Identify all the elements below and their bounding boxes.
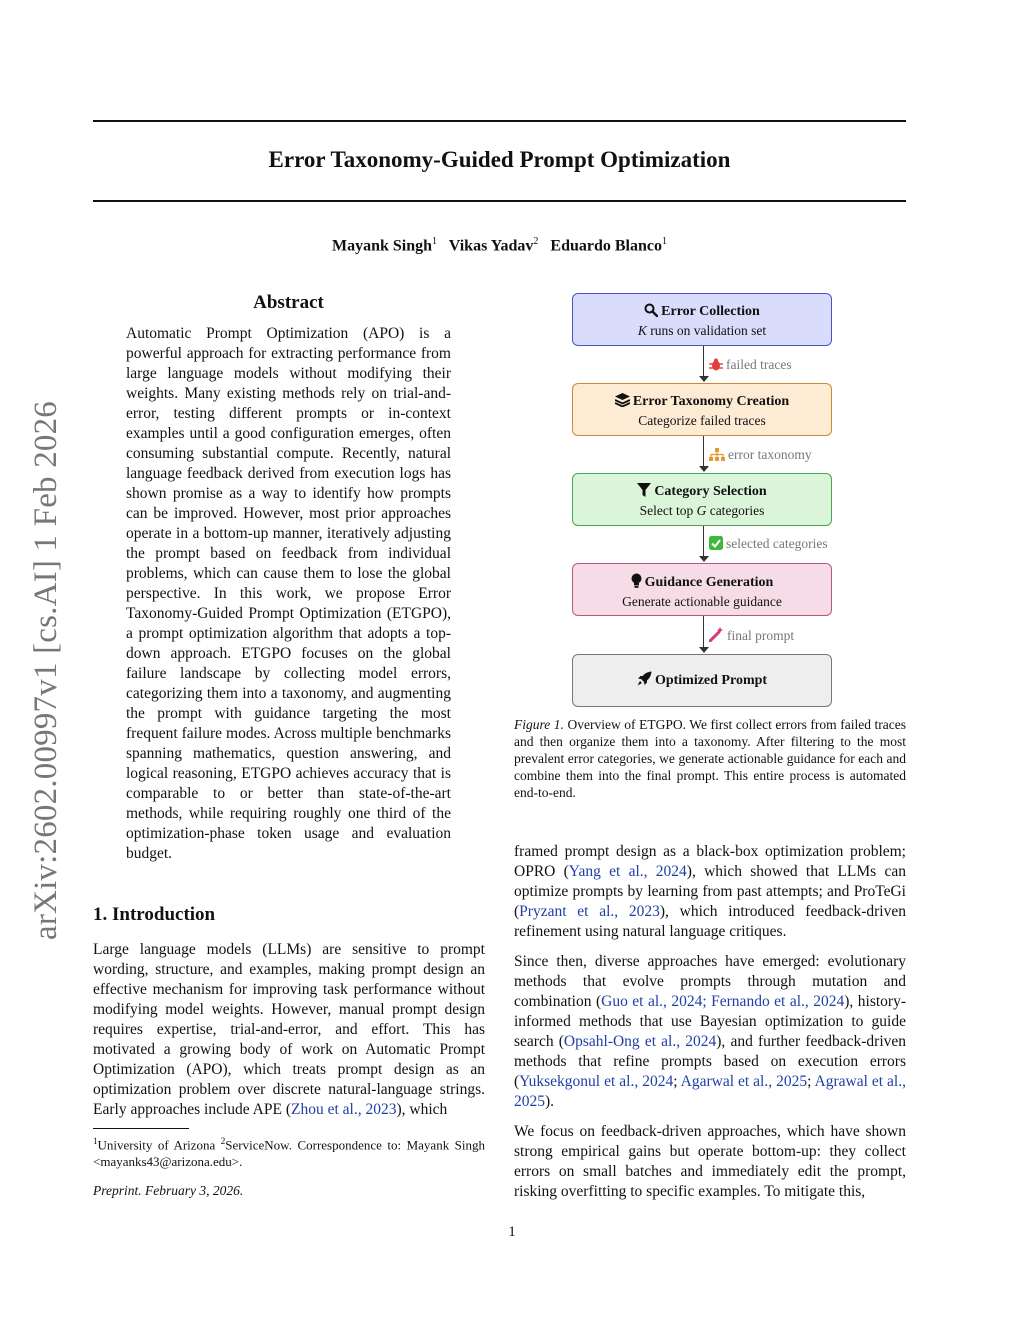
flow-connector: [703, 346, 704, 376]
check-square-icon: [709, 536, 723, 554]
page-number: 1: [508, 1224, 516, 1240]
body-text: ), and further feedback-driven methods that refine prompts based on execution errors (: [514, 1033, 907, 1090]
flow-arrowhead: [699, 556, 709, 562]
citation-link[interactable]: Yuksekgonul et al., 2024: [519, 1073, 674, 1090]
author-name: Eduardo Blanco: [550, 237, 662, 255]
flow-edge-label: [709, 536, 828, 554]
magic-wand-icon: [709, 627, 724, 646]
flow-box-title: Guidance Generation: [644, 575, 774, 590]
caption-label: Figure 1.: [514, 717, 564, 732]
flow-box-error-taxonomy-creation: [572, 383, 832, 436]
correspondence-text: Correspondence to: Mayank Singh <mayanks43@arizona.edu>.: [93, 1137, 486, 1170]
filter-icon: [637, 483, 651, 502]
affiliation-text: University of Arizona: [97, 1137, 216, 1153]
footnote-mark: 1: [93, 1136, 98, 1146]
intro-paragraph-1: [93, 940, 485, 1120]
flow-box-title: Category Selection: [654, 484, 767, 499]
citation-link[interactable]: Zhou et al., 2023: [291, 1101, 397, 1118]
caption-text: Overview of ETGPO. We first collect errors from failed traces and then organize them into a taxonomy. After filtering to the most prevalent error categories, we generate actionable guidance for each and combine them into the final prompt. This entire process is automated end-to-end.: [514, 717, 907, 800]
citation-link[interactable]: Opsahl-Ong et al., 2024: [563, 1033, 717, 1050]
citation-link[interactable]: Agrawal et al., 2025: [514, 1073, 906, 1110]
section-heading-introduction: 1. Introduction: [93, 904, 216, 925]
body-text: ), which: [396, 1101, 448, 1118]
body-text: ;: [673, 1073, 681, 1090]
arxiv-stamp: arXiv:2602.00997v1 [cs.AI] 1 Feb 2026: [28, 401, 64, 940]
citation-link[interactable]: Yang et al., 2024: [568, 863, 687, 880]
flow-edge-label-text: final prompt: [727, 628, 795, 643]
math-variable: G: [696, 503, 707, 518]
flow-box-subtitle: Categorize failed traces: [638, 413, 766, 428]
author-affiliation: 1: [432, 236, 438, 247]
flow-box-optimized-prompt: [572, 654, 832, 707]
body-text: ), which showed that LLMs can optimize prompts by learning from past attempts; and ProTeGi (: [514, 863, 906, 920]
body-text: Large language models (LLMs) are sensitive to prompt wording, structure, and examples, making prompt design an effective mechanism for improving task performance without modifying model weights. However, manual prompt design requires expertise, trial-and-error, and effort. This has motivated a growing body of work on Automatic Prompt Optimization (APO), which treats prompt design as an optimization problem over discrete natural-language strings. Early approaches include APE (: [93, 941, 485, 1118]
author-affiliation: 2: [533, 236, 539, 247]
lightbulb-icon: [631, 573, 642, 593]
citation-link[interactable]: Pryzant et al., 2023: [519, 903, 660, 920]
body-text: framed prompt design as a black-box optimization problem; OPRO (: [514, 843, 906, 880]
paper-title: Error Taxonomy-Guided Prompt Optimization: [268, 147, 731, 172]
flow-box-subtitle: Select top: [639, 503, 697, 518]
flow-box-error-collection: [572, 293, 832, 346]
rocket-icon: [637, 671, 652, 691]
flow-edge-label: [709, 357, 792, 375]
title-rule-top: [93, 120, 906, 122]
body-text: Since then, diverse approaches have emerged: evolutionary methods that evolve prompts through mutation and combination (: [514, 953, 906, 1010]
sitemap-icon: [709, 448, 725, 465]
preprint-note: Preprint. February 3, 2026.: [93, 1183, 244, 1198]
author-name: Mayank Singh: [332, 237, 433, 255]
footnote-rule: [93, 1128, 189, 1129]
flow-box-subtitle: Generate actionable guidance: [622, 594, 782, 609]
abstract-heading: Abstract: [253, 292, 324, 313]
body-text: ).: [545, 1093, 555, 1110]
abstract-body: Automatic Prompt Optimization (APO) is a powerful approach for extracting performance from large language models without modifying their weights. Many existing methods rely on trial-and-error, testing different prompts or in-context examples until a good configuration emerges, often consuming substantial compute. Recently, natural language feedback derived from execution logs has shown promise as a way to identify how prompts can be improved. However, most prior approaches operate in a bottom-up manner, iteratively adjusting the prompt based on feedback from individual problems, which can cause them to lose the global perspective. In this work, we propose Error Taxonomy-Guided Prompt Optimization (ETGPO), a prompt optimization algorithm that adopts a top-down approach. ETGPO focuses on the global failure landscape by collecting model errors, categorizing them into a taxonomy, and augmenting the prompt with guidance targeting the most frequent failure modes. Across multiple benchmarks spanning mathematics, question answering, and logical reasoning, ETGPO achieves accuracy that is comparable to or better than state-of-the-art methods, while requiring roughly one third of the optimization-phase token usage and evaluation budget.: [126, 325, 451, 862]
affiliation-footnote: [93, 1133, 485, 1170]
title-rule-bottom: [93, 200, 906, 202]
flow-edge-label: [709, 627, 794, 646]
body-text: ;: [807, 1073, 815, 1090]
flow-box-subtitle: categories: [706, 503, 765, 518]
flow-connector: [703, 526, 704, 556]
math-variable: K: [637, 323, 647, 338]
footnote-mark: 2: [220, 1136, 226, 1146]
flow-arrowhead: [699, 647, 709, 653]
intro-paragraph-2: [514, 952, 906, 1112]
flow-connector: [703, 616, 704, 647]
layers-icon: [615, 393, 630, 412]
affiliation-text: ServiceNow.: [225, 1137, 292, 1153]
flow-arrowhead: [699, 376, 709, 382]
flow-box-title: Optimized Prompt: [654, 673, 768, 688]
flow-box-title: Error Collection: [661, 304, 760, 319]
citation-link[interactable]: Agarwal et al., 2025: [680, 1073, 808, 1090]
flow-arrowhead: [699, 466, 709, 472]
flow-edge-label: [709, 447, 812, 465]
flow-edge-label-text: selected categories: [726, 536, 828, 551]
author-list: [93, 236, 906, 255]
flow-box-category-selection: [572, 473, 832, 526]
flow-edge-label-text: failed traces: [726, 357, 792, 372]
flow-connector: [703, 436, 704, 466]
body-text: ), history-informed methods that use Bayesian optimization to guide search (: [514, 993, 906, 1050]
flow-box-title: Error Taxonomy Creation: [632, 394, 790, 409]
body-text: ), which introduced feedback-driven refinement using natural language critiques.: [514, 903, 906, 940]
citation-link[interactable]: Guo et al., 2024; Fernando et al., 2024: [601, 993, 845, 1010]
figure-1-caption: [514, 716, 906, 801]
flow-box-subtitle: runs on validation set: [646, 323, 767, 338]
bug-icon: [709, 358, 723, 375]
flow-edge-label-text: error taxonomy: [728, 447, 812, 462]
flow-box-guidance-generation: [572, 563, 832, 616]
author-affiliation: 1: [661, 236, 667, 247]
intro-paragraph-1-continued: [514, 842, 906, 942]
intro-paragraph-3: We focus on feedback-driven approaches, which have shown strong empirical gains but operate bottom-up: they collect errors on small batches and immediately edit the prompt, risking overfitting to specific examples. To mitigate this,: [514, 1123, 906, 1200]
search-icon: [644, 303, 658, 322]
author-name: Vikas Yadav: [448, 237, 534, 255]
